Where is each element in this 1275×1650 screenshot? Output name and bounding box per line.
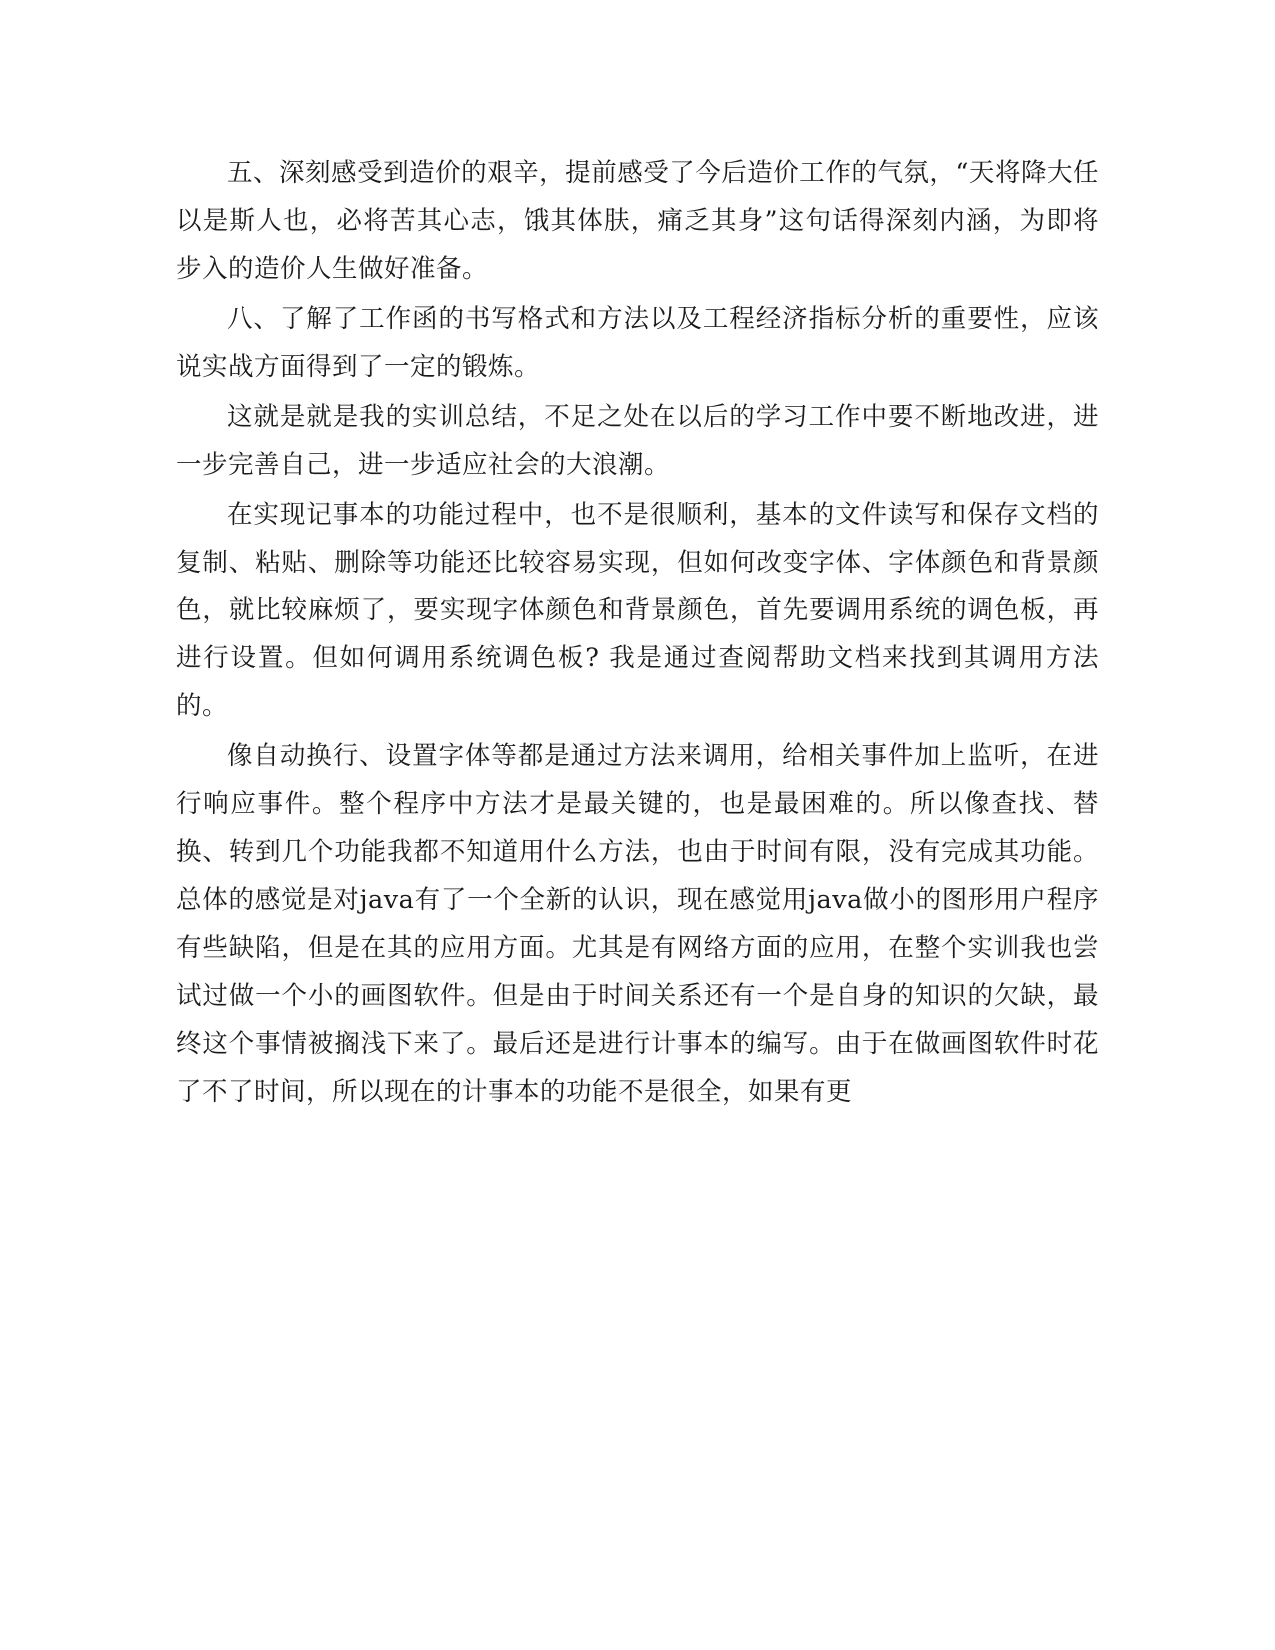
paragraph: 像自动换行、设置字体等都是通过方法来调用，给相关事件加上监听，在进行响应事件。整个程序中方法才是最关键的，也是最困难的。所以像查找、替换、转到几个功能我都不知道用什么方法，也由于时间有限，没有完成其功能。总体的感觉是对java有了一个全新的认识，现在感觉用java做小的图形用户程序有些缺陷，但是在其的应用方面。尤其是有网络方面的应用，在整个实训我也尝试过做一个小的画图软件。但是由于时间关系还有一个是自身的知识的欠缺，最终这个事情被搁浅下来了。最后还是进行计事本的编写。由于在做画图软件时花了不了时间，所以现在的计事本的功能不是很全，如果有更 <box>176 741 1099 1107</box>
paragraph: 五、深刻感受到造价的艰辛，提前感受了今后造价工作的气氛，“天将降大任以是斯人也，必将苦其心志，饿其体肤，痛乏其身”这句话得深刻内涵，为即将步入的造价人生做好准备。 <box>176 158 1099 284</box>
paragraph: 这就是就是我的实训总结，不足之处在以后的学习工作中要不断地改进，进一步完善自己，进一步适应社会的大浪潮。 <box>176 401 1099 480</box>
paragraph: 八、了解了工作函的书写格式和方法以及工程经济指标分析的重要性，应该说实战方面得到了一定的锻炼。 <box>176 303 1099 382</box>
paragraph: 在实现记事本的功能过程中，也不是很顺利，基本的文件读写和保存文档的复制、粘贴、删除等功能还比较容易实现，但如何改变字体、字体颜色和背景颜色，就比较麻烦了，要实现字体颜色和背景颜色，首先要调用系统的调色板，再进行设置。但如何调用系统调色板? 我是通过查阅帮助文档来找到其调用方法的。 <box>176 499 1099 722</box>
document-body <box>176 150 1099 1117</box>
